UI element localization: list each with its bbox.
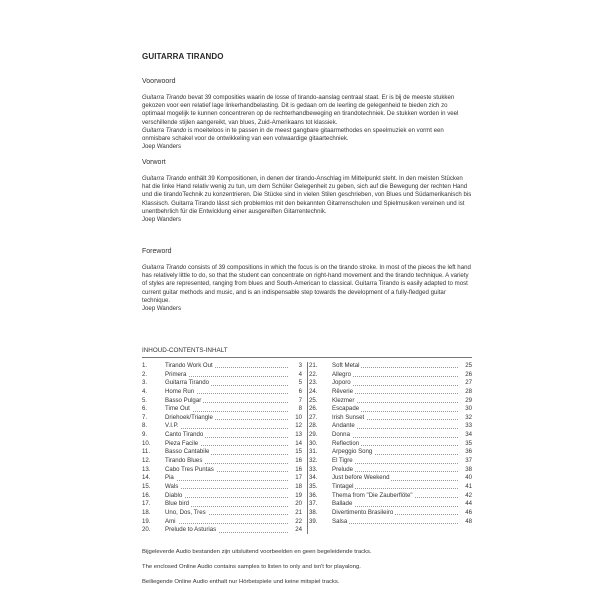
toc-entry-number: 31. (309, 448, 318, 456)
toc-entry-page: 42 (465, 491, 472, 499)
toc-entry (309, 457, 472, 466)
toc-entry (309, 509, 472, 518)
toc-entry-number: 3. (142, 379, 148, 387)
toc-entry-name-text: Tirando Blues (165, 457, 203, 465)
toc-entry-name-text: Time Out (165, 405, 190, 413)
toc-entry-page: 32 (465, 413, 472, 421)
paragraph-text: consists of 39 compositions in which the focus is on the tirando stroke. In most of the pieces the left hand has relatively little to do, so that the student can concentrate on right-hand movement and the tirando technique. A variety of styles are represented, ranging from blues and South-American to classical. Guitarra Tirando is easily adapted to most current guitar methods and music, and is an indispensable step towards the development of a fully-fledged guitar technique. (142, 264, 471, 304)
paragraph-text: bevat 39 composities waarin de losse of tirando-aanslag centraal staat. Er is bij de meeste stukken gekozen voor een relatief lage linkerhandbelasting. Dit is gedaan om de leerling de gelegenheid te bieden zich zo optimaal mogelijk te kunnen concentreren op de rechterhandbeweging en tirandotechniek. De stukken worden in veel verschillende stijlen aangereikt, van blues, Zuid-Amerikaans tot klassiek. (142, 94, 459, 126)
toc-entry-page: 25 (465, 362, 472, 369)
toc-entry-name (332, 379, 353, 388)
toc-entry-page: 37 (465, 457, 472, 465)
toc-entry-name-text: Rêverie (332, 387, 353, 395)
toc-entry-name (165, 474, 176, 483)
toc-entry-name-text: Ballade (332, 500, 353, 508)
toc-entry-number: 16. (142, 491, 151, 499)
toc-entry-number: 7. (142, 413, 148, 421)
toc-entry-number: 6. (142, 405, 148, 413)
toc-entry-page: 6 (298, 387, 302, 395)
toc-entry-page: 8 (298, 405, 302, 413)
italic-title: Guitarra Tirando (142, 175, 187, 182)
toc-entry-number: 32. (309, 457, 318, 465)
toc-column-right (309, 362, 472, 526)
toc-entry-name (165, 492, 184, 501)
italic-title: Guitarra Tirando (142, 264, 187, 271)
toc-entry (142, 448, 302, 457)
toc-dot-leader (332, 523, 458, 524)
toc-entry (142, 440, 302, 449)
toc-entry (142, 457, 302, 466)
toc-entry-page: 40 (465, 474, 472, 482)
toc-entry-page: 33 (465, 422, 472, 430)
document-title: GUITARRA TIRANDO (142, 52, 224, 61)
toc-entry (309, 371, 472, 380)
signature (142, 143, 472, 151)
paragraph (142, 175, 472, 216)
toc-entry-name (332, 371, 353, 380)
toc-entry-page: 21 (295, 508, 302, 516)
toc-column-divider (307, 362, 308, 534)
toc-entry-number: 26. (309, 405, 318, 413)
toc-entry-page: 3 (298, 362, 302, 369)
toc-dot-leader (165, 523, 288, 524)
toc-entry-page: 19 (295, 491, 302, 499)
toc-entry-number: 29. (309, 431, 318, 439)
italic-title: Guitarra Tirando (142, 94, 187, 101)
signature (142, 305, 472, 313)
toc-entry (309, 431, 472, 440)
section-heading-voorwoord: Voorwoord (142, 78, 176, 85)
toc-entry (142, 388, 302, 397)
toc-entry-page: 5 (298, 379, 302, 387)
toc-entry (309, 466, 472, 475)
toc-entry-name (165, 379, 211, 388)
toc-entry-number: 18. (142, 508, 151, 516)
toc-entry-name (332, 431, 352, 440)
toc-entry-number: 23. (309, 379, 318, 387)
toc-entry-number: 5. (142, 396, 148, 404)
toc-entry-name-text: Klezmer (332, 396, 355, 404)
toc-entry-name-text: Diablo (165, 491, 183, 499)
toc-entry (309, 448, 472, 457)
toc-entry-number: 37. (309, 500, 318, 508)
toc-entry-name (332, 388, 355, 397)
toc-entry-number: 33. (309, 465, 318, 473)
toc-entry-number: 2. (142, 370, 148, 378)
toc-entry-number: 12. (142, 457, 151, 465)
toc-entry-name (165, 457, 204, 466)
toc-entry (309, 500, 472, 509)
toc-column-left (142, 362, 302, 535)
footer-note-en: The enclosed Online Audio contains samples to listen to only and isn't for playalong. (142, 564, 361, 570)
paragraph (142, 264, 472, 305)
toc-entry (142, 362, 302, 371)
section-body-foreword (142, 264, 472, 313)
toc-title: INHOUD-CONTENTS-INHALT (142, 347, 228, 354)
paragraph-text: enthält 39 Kompositionen, in denen der tirando-Anschlag im Mittelpunkt steht. In den meisten Stücken hat die linke Hand relativ wenig zu tun, um dem Schüler Gelegenheit zu geben, sich auf die Bewegung der rechten Hand und die tirandoTechnik zu konzentrieren. Die Stücke sind in vielen Stilen geschrieben, von Blues und Südamerikanisch bis Klassisch. Guitarra Tirando lässt sich problemlos mit den bekannten Gitarrenschulen und Spielmusiken vereinen und ist unentbehrlich für die Entwicklung einer ausgereiften Gitarrentechnik. (142, 175, 472, 215)
toc-entry-name (332, 500, 354, 509)
toc-entry-number: 30. (309, 439, 318, 447)
toc-entry-number: 24. (309, 387, 318, 395)
toc-entry-number: 36. (309, 491, 318, 499)
toc-entry (309, 483, 472, 492)
toc-entry-number: 28. (309, 422, 318, 430)
toc-entry-name-text: Primera (165, 370, 187, 378)
toc-entry-name (165, 440, 200, 449)
toc-entry-name (332, 414, 366, 423)
toc-entry-number: 25. (309, 396, 318, 404)
toc-entry-name (332, 483, 355, 492)
toc-entry-number: 22. (309, 370, 318, 378)
toc-entry-name-text: Reflection (332, 439, 360, 447)
toc-entry-name (165, 414, 215, 423)
toc-entry-name (332, 457, 355, 466)
toc-entry-name-text: Andante (332, 422, 355, 430)
toc-entry-name-text: Joporo (332, 379, 351, 387)
toc-entry-name-text: Cabo Tres Puntas (165, 465, 214, 473)
toc-entry-name-text: Prelude to Asturias (165, 526, 217, 534)
section-body-voorwoord (142, 94, 472, 151)
section-body-vorwort (142, 175, 472, 224)
toc-entry-name-text: Home Run (165, 387, 195, 395)
toc-entry-number: 19. (142, 517, 151, 525)
toc-entry (142, 483, 302, 492)
toc-entry-number: 11. (142, 448, 151, 456)
paragraph (142, 127, 472, 143)
toc-entry-number: 27. (309, 413, 318, 421)
toc-entry-page: 28 (465, 387, 472, 395)
toc-entry-page: 18 (295, 482, 302, 490)
toc-entry-number: 13. (142, 465, 151, 473)
toc-entry (309, 492, 472, 501)
toc-entry-number: 15. (142, 482, 151, 490)
toc-entry-name-text: V.I.P. (165, 422, 179, 430)
toc-entry-number: 1. (142, 362, 148, 369)
toc-entry-name-text: Allegro (332, 370, 351, 378)
toc-entry-name-text: Just before Weekend (332, 474, 390, 482)
toc-entry-number: 34. (309, 474, 318, 482)
toc-entry-name-text: Basso Pulgar (165, 396, 202, 404)
toc-entry-name-text: Guitarra Tirando (165, 379, 210, 387)
toc-entry-name-text: Escapade (332, 405, 360, 413)
toc-entry-page: 30 (465, 405, 472, 413)
toc-entry (309, 405, 472, 414)
toc-entry-name-text: Prelude (332, 465, 354, 473)
toc-entry (309, 474, 472, 483)
toc-entry-number: 17. (142, 500, 151, 508)
toc-entry-name-text: Arpeggio Song (332, 448, 373, 456)
toc-entry-name (165, 526, 218, 535)
toc-entry (142, 518, 302, 527)
signature (142, 216, 472, 224)
toc-entry-page: 4 (298, 370, 302, 378)
toc-entry (142, 379, 302, 388)
toc-entry (309, 397, 472, 406)
toc-entry-page: 14 (295, 439, 302, 447)
toc-entry (142, 492, 302, 501)
toc-entry-name (165, 448, 211, 457)
toc-entry-number: 9. (142, 431, 148, 439)
toc-entry (309, 422, 472, 431)
toc-entry-name (332, 397, 356, 406)
toc-dot-leader (165, 428, 288, 429)
toc-entry-page: 41 (465, 482, 472, 490)
toc-entry (309, 440, 472, 449)
toc-entry-name-text: Pieza Facile (165, 439, 199, 447)
toc-entry-name (332, 474, 391, 483)
paragraph (142, 94, 472, 127)
paragraph-text: Joep Wanders (142, 216, 182, 224)
toc-entry-name-text: Blue bird (165, 500, 190, 508)
toc-entry-name (165, 371, 188, 380)
toc-entry-name (165, 466, 216, 475)
toc-entry-page: 17 (295, 474, 302, 482)
toc-entry-name-text: Canto Tirando (165, 431, 204, 439)
toc-entry-name (165, 518, 178, 527)
toc-dot-leader (165, 488, 288, 489)
toc-entry-page: 16 (295, 465, 302, 473)
toc-entry (142, 405, 302, 414)
toc-entry-page: 22 (295, 517, 302, 525)
toc-entry-number: 10. (142, 439, 151, 447)
toc-entry (309, 518, 472, 527)
toc-entry (309, 379, 472, 388)
toc-entry (142, 397, 302, 406)
toc-entry-page: 38 (465, 465, 472, 473)
toc-entry-name-text: Ami (165, 517, 176, 525)
toc-entry (309, 414, 472, 423)
toc-entry-name (165, 397, 203, 406)
footer-note-de: Beiliegende Online Audio enthalt nur Hörbeispiele und keine mitspiel tracks. (142, 579, 340, 585)
toc-entry-page: 13 (295, 431, 302, 439)
toc-dot-leader (165, 480, 288, 481)
paragraph-text: Joep Wanders (142, 143, 182, 151)
toc-entry-name (165, 422, 181, 431)
toc-entry-page: 44 (465, 500, 472, 508)
toc-entry (142, 509, 302, 518)
toc-entry (142, 526, 302, 535)
toc-entry-page: 16 (295, 457, 302, 465)
toc-entry-page: 15 (295, 448, 302, 456)
toc-entry-name-text: Donna (332, 431, 350, 439)
toc-entry-name (332, 440, 361, 449)
toc-entry-page: 7 (298, 396, 302, 404)
toc-entry (142, 466, 302, 475)
toc-entry-number: 35. (309, 482, 318, 490)
toc-entry-name (332, 492, 415, 501)
toc-entry-name (165, 405, 192, 414)
toc-entry-page: 27 (465, 379, 472, 387)
toc-entry-name (332, 405, 361, 414)
toc-entry-page: 20 (295, 500, 302, 508)
italic-title: Guitarra Tirando (142, 126, 187, 134)
toc-entry-page: 46 (465, 508, 472, 516)
toc-entry-name (165, 431, 205, 440)
footer-note-nl: Bijgeleverde Audio bestanden zijn uitsluitend voorbeelden en geen begeleidende tracks. (142, 549, 372, 555)
toc-entry-name (165, 500, 191, 509)
toc-entry-name-text: Uno, Dos, Tres (165, 508, 206, 516)
toc-entry-page: 34 (465, 431, 472, 439)
toc-entry-name (332, 448, 374, 457)
toc-entry-page: 10 (295, 413, 302, 421)
toc-entry-number: 21. (309, 362, 318, 369)
toc-entry (309, 362, 472, 371)
paragraph-text: is moeiteloos in te passen in de meest gangbare gitaarmethodes en speelmuziek en vormt een onmisbare schakel voor de ontwikkeling van een volwaardige gitaartechniek. (142, 126, 444, 143)
toc-entry-name (332, 466, 355, 475)
toc-entry-name-text: Wals (165, 482, 179, 490)
toc-entry-name-text: Thema from "Die Zauberflöte" (332, 491, 413, 499)
toc-entry-number: 39. (309, 517, 318, 525)
section-heading-vorwort: Vorwort (142, 159, 166, 166)
toc-entry-name (332, 362, 361, 371)
toc-entry-name-text: Basso Cantabile (165, 448, 210, 456)
toc-entry-name-text: Driehoek/Triangle (165, 413, 213, 421)
toc-entry (142, 474, 302, 483)
toc-entry (142, 371, 302, 380)
toc-entry-page: 48 (465, 517, 472, 525)
toc-entry-number: 38. (309, 508, 318, 516)
paragraph-text: Joep Wanders (142, 305, 182, 313)
toc-entry (142, 414, 302, 423)
toc-entry-page: 12 (295, 422, 302, 430)
toc-entry-number: 4. (142, 387, 148, 395)
toc-entry-name-text: Soft Metal (332, 362, 360, 369)
toc-entry-name-text: El Tigre (332, 457, 353, 465)
toc-entry-number: 14. (142, 474, 151, 482)
toc-entry-page: 29 (465, 396, 472, 404)
toc-entry-name-text: Tirando Work Out (165, 362, 213, 369)
toc-entry-name-text: Pia (165, 474, 174, 482)
toc-entry-page: 35 (465, 439, 472, 447)
toc-entry-number: 8. (142, 422, 148, 430)
toc-entry-page: 24 (295, 526, 302, 534)
toc-entry-name (332, 422, 357, 431)
toc-entry (142, 431, 302, 440)
toc-entry-name-text: Divertimento Brasileiro (332, 508, 394, 516)
toc-entry-page: 36 (465, 448, 472, 456)
toc-entry-name (332, 518, 349, 527)
toc-entry (142, 500, 302, 509)
toc-entry-name (165, 483, 180, 492)
toc-entry-page: 26 (465, 370, 472, 378)
toc-entry (142, 422, 302, 431)
toc-entry-name (165, 362, 215, 371)
toc-entry-name (332, 509, 395, 518)
toc-entry-name (165, 509, 208, 518)
toc-entry-name-text: Irish Sunset (332, 413, 365, 421)
toc-entry (309, 388, 472, 397)
toc-divider-line (142, 357, 472, 358)
toc-entry-name-text: Tintagel (332, 482, 354, 490)
toc-entry-name-text: Salsa (332, 517, 348, 525)
toc-entry-number: 20. (142, 526, 151, 534)
toc-entry-name (165, 388, 196, 397)
section-heading-foreword: Foreword (142, 248, 172, 255)
